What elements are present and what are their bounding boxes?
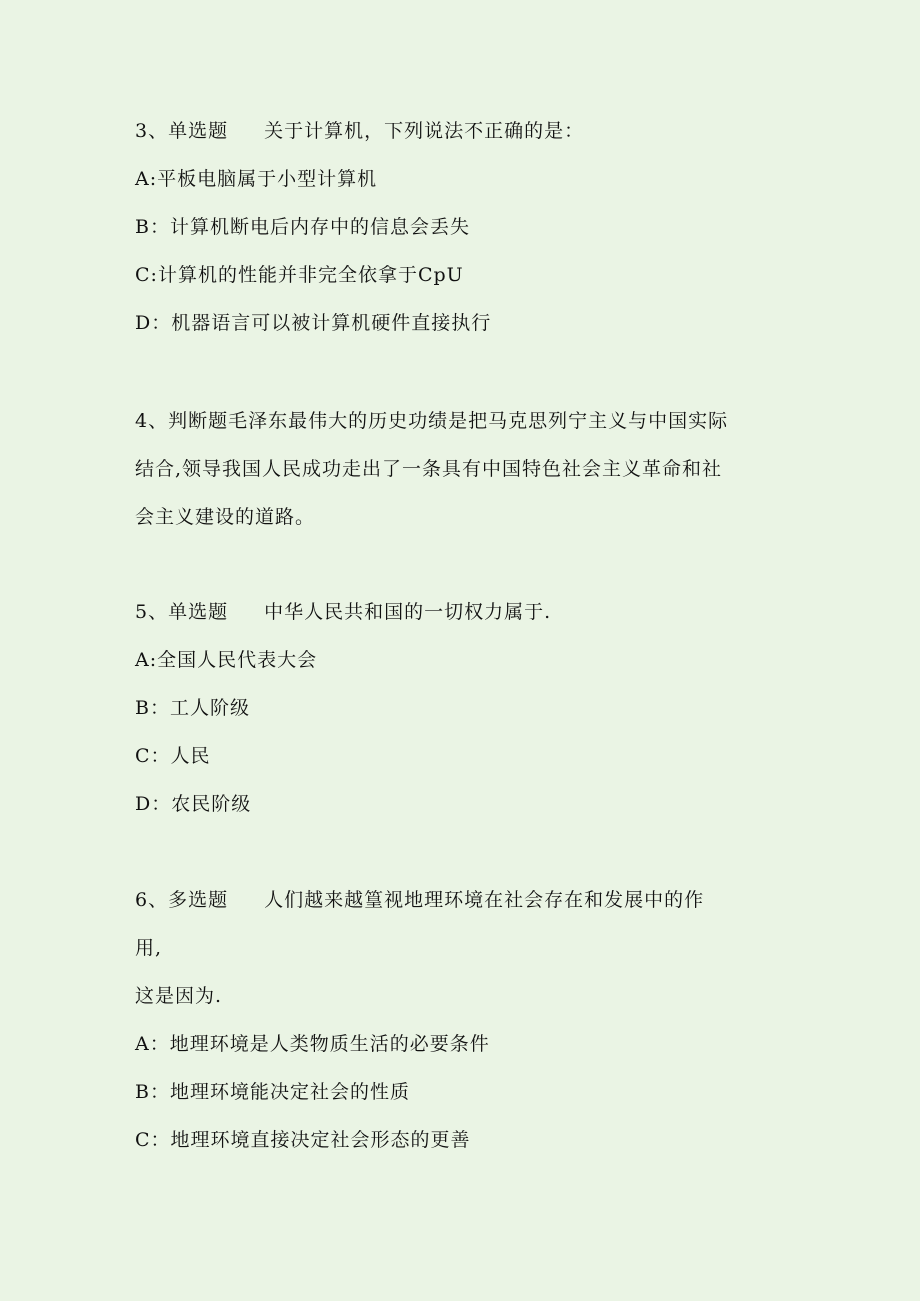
question-5-option-a: A:全国人民代表大会 [135, 649, 318, 671]
question-type: 单选题 [168, 601, 229, 623]
question-5-option-c: C：人民 [135, 745, 211, 767]
question-4-stem-line-2: 结合,领导我国人民成功走出了一条具有中国特色社会主义革命和社 [135, 458, 723, 480]
question-6-stem [135, 887, 704, 913]
question-6-option-c: C：地理环境直接决定社会形态的更善 [135, 1129, 471, 1151]
question-5-stem [135, 599, 551, 625]
question-number: 6、 [135, 889, 169, 911]
question-6-option-a: A：地理环境是人类物质生活的必要条件 [135, 1033, 490, 1055]
question-number: 3、 [135, 120, 169, 142]
question-text: 中华人民共和国的一切权力属于. [264, 601, 552, 623]
question-type: 单选题 [168, 120, 229, 142]
question-type: 判断题 [168, 410, 229, 432]
question-5-option-d: D：农民阶级 [135, 793, 252, 815]
question-3-option-a: A:平板电脑属于小型计算机 [135, 168, 378, 190]
question-5-option-b: B：工人阶级 [135, 697, 250, 719]
question-3-option-c: C:计算机的性能并非完全依拿于CpU [135, 264, 464, 286]
question-number: 5、 [135, 601, 169, 623]
question-3-stem [135, 118, 584, 144]
question-text: 人们越来越篁视地理环境在社会存在和发展中的作 [264, 889, 705, 911]
question-number: 4、 [135, 410, 169, 432]
question-type: 多选题 [168, 889, 229, 911]
question-text: 毛泽东最伟大的历史功绩是把马克思列宁主义与中国实际 [228, 410, 729, 432]
question-6-option-b: B：地理环境能决定社会的性质 [135, 1081, 410, 1103]
question-4-stem-line-3: 会主义建设的道路。 [135, 506, 316, 528]
question-3-option-d: D：机器语言可以被计算机硬件直接执行 [135, 312, 492, 334]
question-4-stem [135, 408, 728, 434]
question-6-stem-line-3: 这是因为. [135, 985, 223, 1007]
question-text: 关于计算机，下列说法不正确的是： [264, 120, 585, 142]
question-6-stem-line-2: 用, [135, 937, 163, 959]
question-3-option-b: B：计算机断电后内存中的信息会丢失 [135, 216, 470, 238]
